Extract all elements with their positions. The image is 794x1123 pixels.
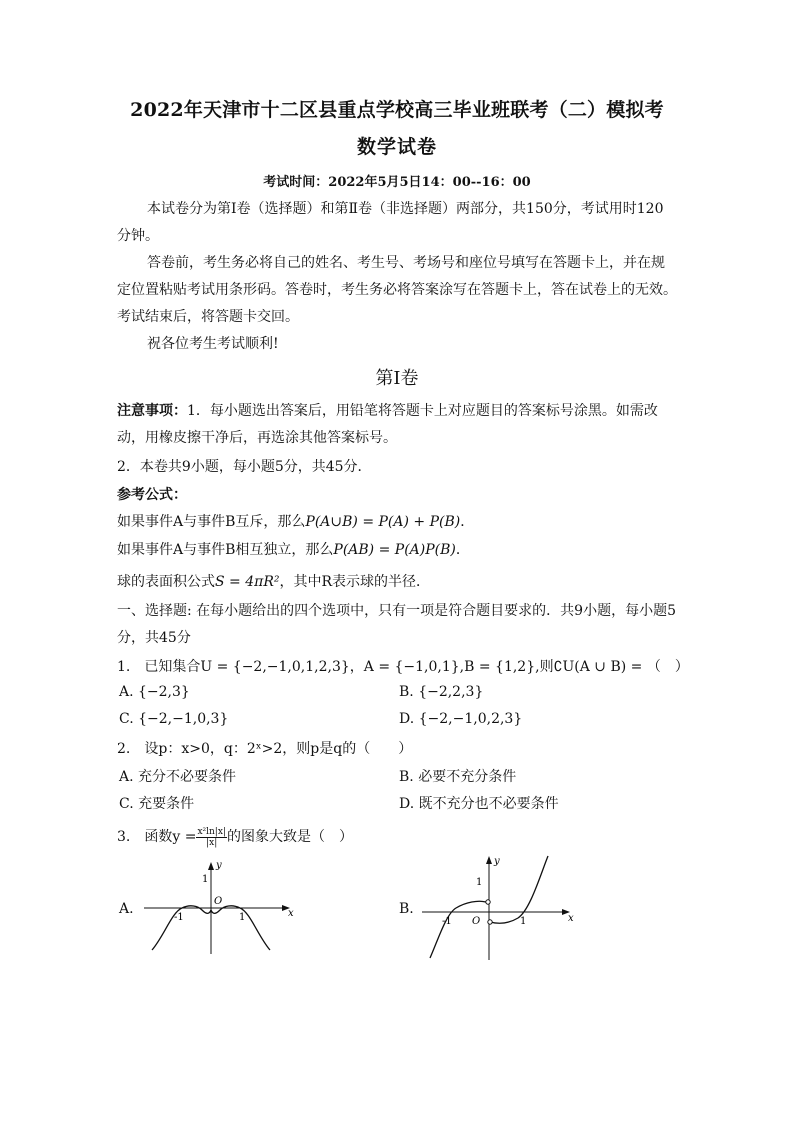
q1-stem: 1. 已知集合U = {−2,−1,0,1,2,3}，A = {−1,0,1},B = {1,2},则∁U(A ∪ B) = （ ） [117,659,689,675]
q3-graph-b [418,852,578,964]
section-title: 第Ⅰ卷 [375,368,419,389]
graph-b-x-one: 1 [520,916,527,927]
q3-option-b-label: B. [399,901,414,917]
graph-b-curve-left [430,901,488,958]
exam-title: 2022年天津市十二区县重点学校高三毕业班联考（二）模拟考 [130,99,664,121]
q3-fraction-denominator: |x| [206,837,218,848]
q2-option-d: D. 既不充分也不必要条件 [399,796,559,812]
q1-option-c: C. {−2,−1,0,3} [119,711,229,727]
q2-option-b: B. 必要不充分条件 [399,769,517,785]
graph-a-x-label: x [288,908,294,919]
graph-a-y-label: y [216,860,222,871]
q3-stem [117,826,353,848]
formula-3-math: S = 4πR² [215,574,280,590]
graph-b-origin-label: O [472,916,481,927]
q2-option-c: C. 充要条件 [119,796,195,812]
q2-option-a: A. 充分不必要条件 [119,769,237,785]
formula-independent: 如果事件A与事件B相互独立，那么P(AB) = P(A)P(B)． [117,542,470,558]
graph-b-y-one: 1 [476,877,483,888]
q1-option-b: B. {−2,2,3} [399,684,484,700]
part-1-heading: 一、选择题: 在每小题给出的四个选项中，只有一项是符合题目要求的．共9小题，每小题5分，共45分 [117,603,676,646]
graph-b-y-label: y [494,856,500,867]
graph-b-open-point-top [486,900,490,904]
q3-stem-prefix: 3. 函数y = [117,829,197,845]
q3-graph-a [140,858,300,958]
q3-fraction-numerator: x²ln|x| [197,826,226,837]
graph-a-x-neg-one: -1 [174,912,184,923]
q3-fraction [196,827,227,848]
graph-b-open-point-bottom [488,920,492,924]
formula-3-tail: ，其中R表示球的半径． [279,574,431,590]
formula-1-text: 如果事件A与事件B互斥，那么 [117,514,306,530]
formula-sphere [117,571,430,591]
notice-block [117,398,677,452]
graph-a-y-one: 1 [202,874,209,885]
intro-paragraph-1: 本试卷分为第Ⅰ卷（选择题）和第Ⅱ卷（非选择题）两部分，共150分，考试用时120分钟。 [117,201,664,244]
graph-b-y-arrow [486,856,492,864]
q3-stem-suffix: 的图象大致是（ ） [226,829,353,845]
notice-item-1: 1．每小题选出答案后，用铅笔将答题卡上对应题目的答案标号涂黑。如需改动，用橡皮擦干净后，再选涂其他答案标号。 [117,403,658,446]
q1-option-d: D. {−2,−1,0,2,3} [399,711,523,727]
formula-1-math: P(A∪B) = P(A) + P(B) [305,514,461,530]
intro-paragraph-2: 答卷前，考生务必将自己的姓名、考生号、考场号和座位号填写在答题卡上，并在规定位置粘贴考试用条形码。答卷时，考生务必将答案涂写在答题卡上，答在试卷上的无效。考试结束后，将答题卡交回。 [117,255,677,325]
exam-time: 考试时间：2022年5月5日14：00--16：00 [263,175,531,190]
q2-stem: 2. 设p：x>0，q：2ˣ>2，则p是q的（ ） [117,741,413,757]
graph-a-y-arrow [208,862,214,870]
formula-2-math: P(AB) = P(A)P(B) [333,542,456,558]
graph-b-x-neg-one: -1 [442,916,452,927]
formula-mutually-exclusive: 如果事件A与事件B互斥，那么P(A∪B) = P(A) + P(B)． [117,514,475,530]
formula-label: 参考公式： [117,487,187,503]
graph-a-x-one: 1 [239,912,246,923]
intro-paragraph-3: 祝各位考生考试顺利! [147,336,279,352]
q1-option-a: A. {−2,3} [119,684,190,700]
exam-subtitle: 数学试卷 [356,136,437,158]
formula-2-text: 如果事件A与事件B相互独立，那么 [117,542,334,558]
graph-b-x-label: x [568,913,574,924]
q3-option-a-label: A. [119,901,134,917]
notice-label: 注意事项： [117,403,187,419]
formula-3-text: 球的表面积公式 [117,574,215,590]
notice-item-2: 2．本卷共9小题，每小题5分，共45分． [117,459,372,475]
graph-a-origin-label: O [214,896,223,907]
